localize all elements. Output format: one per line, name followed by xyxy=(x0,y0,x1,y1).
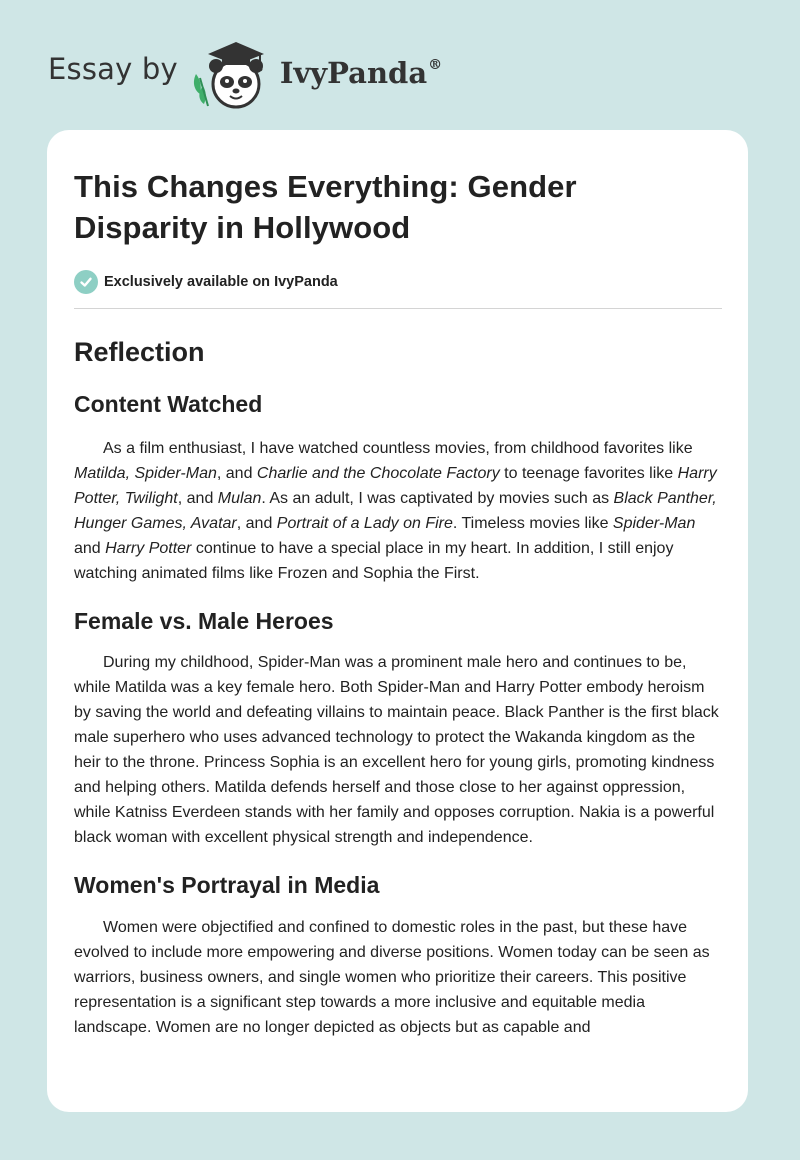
exclusive-text: Exclusively available on IvyPanda xyxy=(104,274,338,290)
paragraph-female-male-heroes: During my childhood, Spider-Man was a prominent male hero and continues to be, while Matilda was a key female hero. Both Spider-Man and Harry Potter embody heroism by saving the world and defeating villains to maintain peace. Black Panther is the first black male superhero who uses advanced technology to protect the Wakanda kingdom as the heir to the throne. Princess Sophia is an excellent hero for young girls, promoting kindness and helping others. Matilda defends herself and those close to her against oppression, while Katniss Everdeen stands with her family and opposes corruption. Nakia is a powerful black woman with excellent physical strength and independence. xyxy=(74,654,719,846)
paragraph-content-watched: As a film enthusiast, I have watched countless movies, from childhood favorites like Matilda, Spider-Man, and Charlie and the Chocolate Factory to teenage favorites like Harry Potter, Twilight, and Mulan. As an adult, I was captivated by movies such as Black Panther, Hunger Games, Avatar, and Portrait of a Lady on Fire. Timeless movies like Spider-Man and Harry Potter continue to have a special place in my heart. In addition, I still enjoy watching animated films like Frozen and Sophia the First. xyxy=(74,440,717,582)
checkmark-icon xyxy=(74,270,98,294)
paragraph-womens-portrayal: Women were objectified and confined to domestic roles in the past, but these have evolved to include more empowering and diverse positions. Women today can be seen as warriors, business owners, and single women who prioritize their careers. This positive representation is a significant step towards a more inclusive and equitable media landscape. Women are no longer depicted as objects but as capable and xyxy=(74,919,710,1036)
divider xyxy=(74,308,722,309)
site-header xyxy=(48,34,442,110)
exclusive-badge xyxy=(74,268,722,296)
subheading-content-watched: Content Watched xyxy=(74,391,263,417)
essay-title: This Changes Everything: Gender Disparity in Hollywood xyxy=(74,169,577,245)
essay-card xyxy=(47,130,748,1112)
subheading-womens-portrayal: Women's Portrayal in Media xyxy=(74,872,380,898)
registered-mark: ® xyxy=(428,57,443,73)
section-heading: Reflection xyxy=(74,337,205,367)
panda-graduate-icon xyxy=(190,34,272,110)
brand-name[interactable]: IvyPanda® xyxy=(279,56,443,90)
essay-by-label: Essay by xyxy=(48,52,178,86)
subheading-female-male-heroes: Female vs. Male Heroes xyxy=(74,608,334,634)
